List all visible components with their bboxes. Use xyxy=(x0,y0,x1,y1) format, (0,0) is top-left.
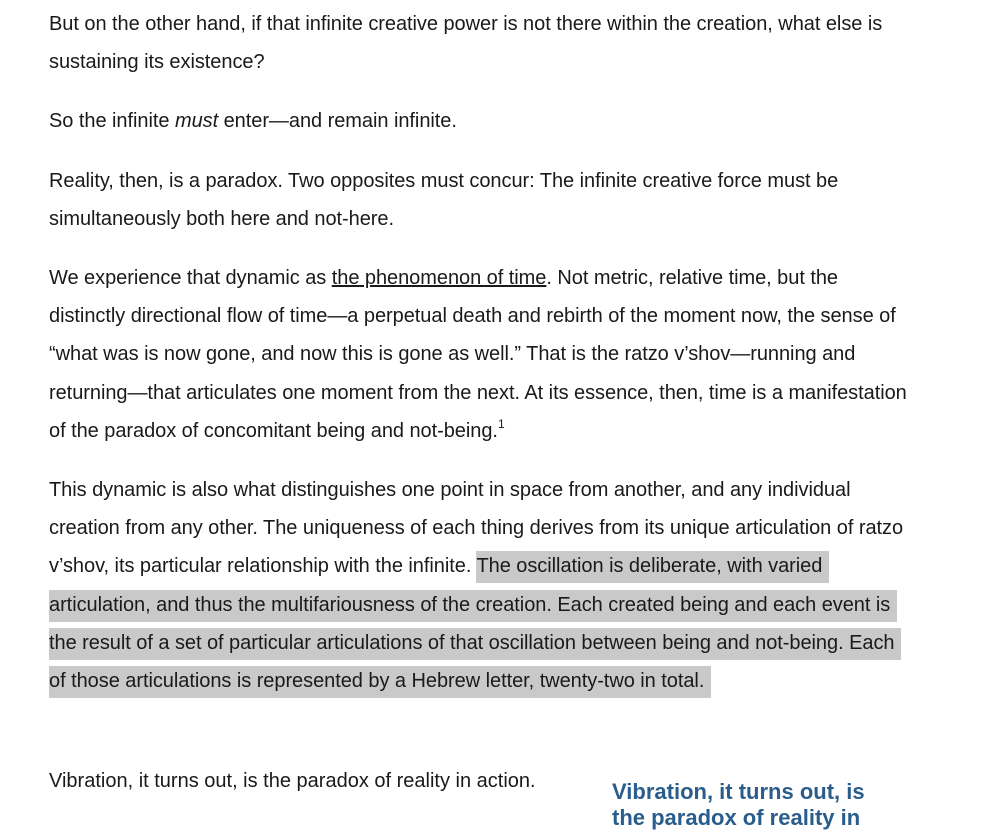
paragraph-4-text-end: . Not metric, relative time, but the distinctly directional flow of time—a perpetual death and rebirth of the moment now, the sense of “what was is now gone, and now this is gone as well.” That is the ratzo v’shov—running and returning—that articulates one moment from the next. At its essence, then, time is a manifestation of the paradox of concomitant being and not-being. xyxy=(49,267,907,442)
paragraph-2 xyxy=(49,102,909,140)
article-body xyxy=(49,5,909,721)
phenomenon-of-time-link[interactable]: the phenomenon of time xyxy=(331,267,547,290)
paragraph-6: Vibration, it turns out, is the paradox of reality in action. xyxy=(49,770,536,792)
highlighted-text: The oscillation is deliberate, with varied articulation, and thus the multifariousness of the creation. Each created being and each event is the result of a set of particular articulations of that oscillation between being and not-being. Each of those articulations is represented by a Hebrew letter, twenty-two in total. xyxy=(49,551,901,698)
paragraph-1: But on the other hand, if that infinite creative power is not there within the creation, what else is sustaining its existence? xyxy=(49,13,883,74)
paragraph-4-text-start: We experience that dynamic as xyxy=(49,267,332,290)
paragraph-5 xyxy=(49,471,909,700)
footnote-marker[interactable]: 1 xyxy=(497,416,505,431)
pull-quote: Vibration, it turns out, is the paradox of reality in xyxy=(612,779,865,830)
paragraph-2-text-end: enter—and remain infinite. xyxy=(218,110,457,133)
paragraph-3: Reality, then, is a paradox. Two opposites must concur: The infinite creative force must be simultaneously both here and not-here. xyxy=(49,169,839,230)
paragraph-5-text: This dynamic is also what distinguishes one point in space from another, and any individual creation from any other. The uniqueness of each thing derives from its unique articulation of ratzo v’shov, its particular relationship with the infinite. xyxy=(49,479,904,578)
paragraph-2-text-start: So the infinite xyxy=(49,110,175,133)
emphasis-must: must xyxy=(174,110,219,133)
paragraph-4 xyxy=(49,259,909,450)
